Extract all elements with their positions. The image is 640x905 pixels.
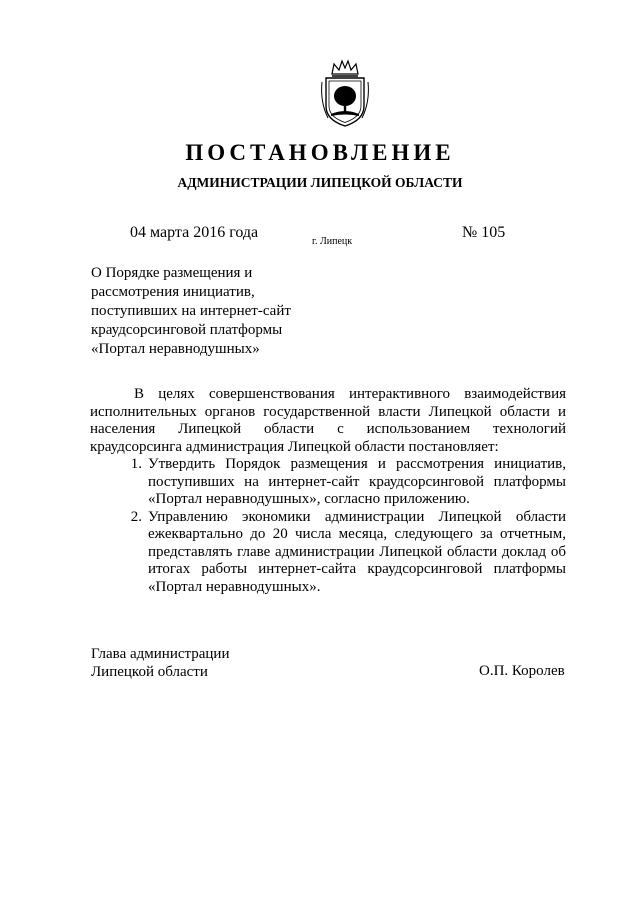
document-title: ПОСТАНОВЛЕНИЕ [185, 140, 455, 165]
item-number: 1. [130, 456, 142, 472]
list-item [90, 509, 566, 597]
subject-line: рассмотрения инициатив, [91, 284, 255, 300]
item-text: Управлению экономики администрации Липецкой области ежеквартально до 20 числа месяца, следующего за отчетным, представлять главе администрации Липецкой области доклад об итогах работы интернет-сайта краудсорсинговой платформы «Портал неравнодушных». [148, 508, 566, 595]
signatory-name: О.П. Королев [479, 663, 565, 679]
document-date: 04 марта 2016 года [130, 224, 259, 241]
item-number: 2. [130, 508, 142, 525]
document-subject [91, 264, 291, 359]
position-line: Глава администрации [91, 646, 230, 662]
item-text: Утвердить Порядок размещения и рассмотрения инициатив, поступивших на интернет-сайт краудсорсинговой платформы «Портал неравнодушных», согласно приложению. [148, 456, 566, 507]
document-city: г. Липецк [312, 236, 353, 247]
signatory-position [91, 645, 229, 681]
document-number: № 105 [462, 224, 506, 241]
intro-paragraph: В целях совершенствования интерактивного взаимодействия исполнительных органов государственной власти Липецкой области и населения Липецкой области с использованием технологий краудсорсинга администрация Липецкой области постановляет: [90, 386, 566, 455]
subject-line: краудсорсинговой платформы [91, 322, 283, 338]
subject-line: «Портал неравнодушных» [91, 341, 260, 357]
subject-line: поступивших на интернет-сайт [91, 303, 291, 319]
subject-line: О Порядке размещения и [91, 265, 253, 281]
position-line: Липецкой области [91, 664, 208, 680]
list-item [90, 456, 566, 509]
issuing-authority: АДМИНИСТРАЦИИ ЛИПЕЦКОЙ ОБЛАСТИ [177, 175, 463, 190]
document-body [90, 386, 566, 596]
lipetsk-coat-of-arms-icon [318, 58, 372, 130]
